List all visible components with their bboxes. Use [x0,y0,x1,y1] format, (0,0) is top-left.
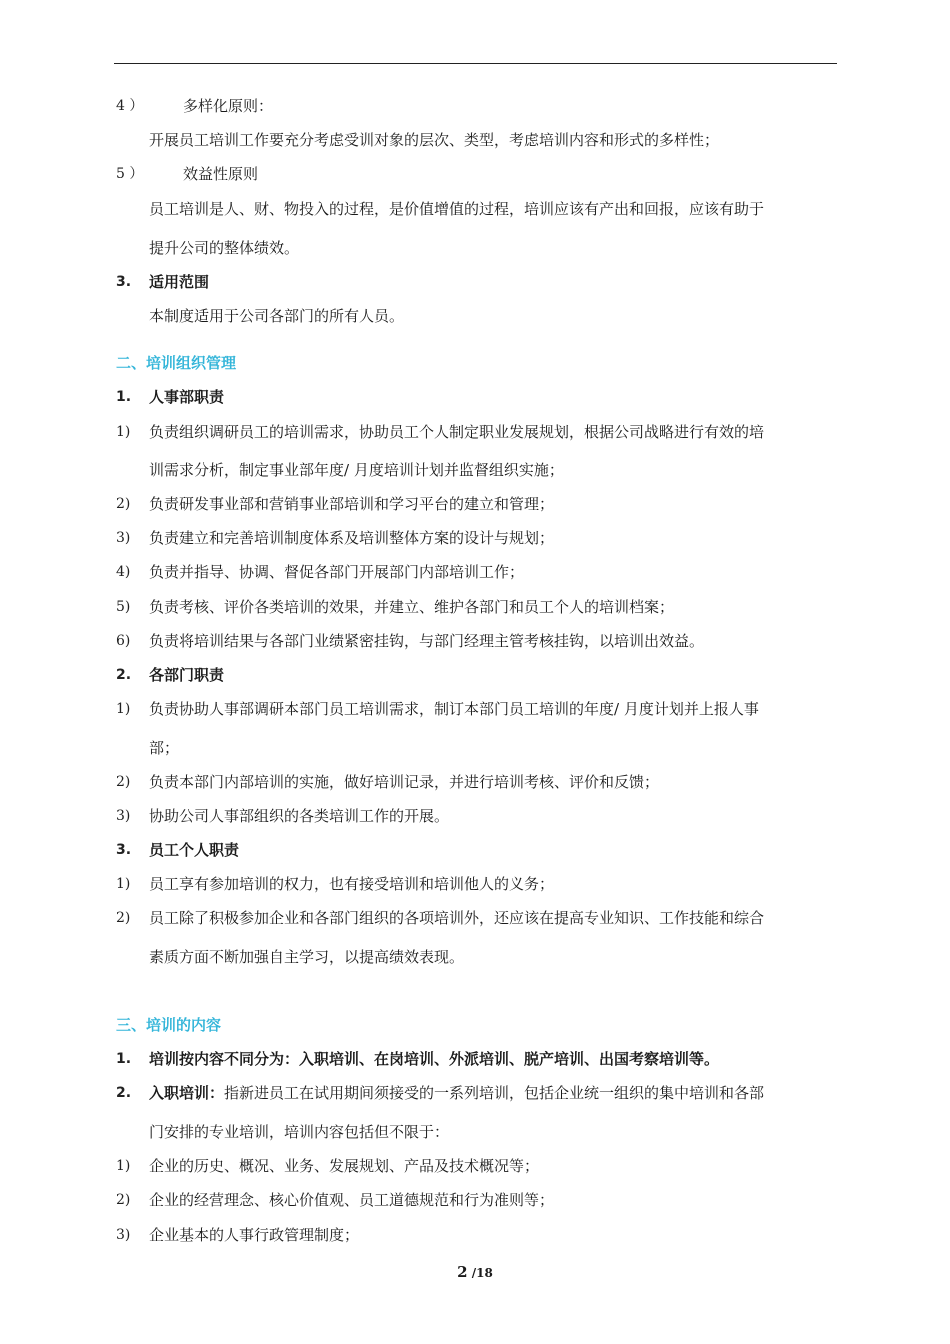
list-number: 4 ） [116,98,144,114]
content-text: 指新进员工在试用期间须接受的一系列培训，包括企业统一组织的集中培训和各部 [224,1084,765,1102]
section-heading: 三、培训的内容 [116,1016,222,1034]
current-page: 2 [457,1263,468,1281]
total-pages: /18 [467,1266,493,1280]
list-number: 3) [116,808,131,824]
list-number: 4) [116,564,131,580]
list-number: 1) [116,876,131,892]
heading-number: 1. [116,389,132,405]
list-number: 3) [116,1227,131,1243]
list-number: 2) [116,910,131,926]
list-item: 员工享有参加培训的权力，也有接受培训和培训他人的义务； [149,875,555,893]
header-rule [114,63,837,64]
list-item: 协助公司人事部组织的各类培训工作的开展。 [149,807,450,825]
principle-title: 效益性原则 [183,165,259,183]
list-item: 负责并指导、协调、督促各部门开展部门内部培训工作； [149,563,525,581]
heading-number: 3. [116,842,132,858]
list-item: 负责本部门内部培训的实施，做好培训记录，并进行培训考核、评价和反馈； [149,773,660,791]
list-number: 6) [116,633,131,649]
list-item-continuation: 训需求分析，制定事业部年度/ 月度培训计划并监督组织实施； [149,461,564,479]
list-item: 员工除了积极参加企业和各部门组织的各项培训外，还应该在提高专业知识、工作技能和综合 [149,909,765,927]
principle-title: 多样化原则： [183,97,274,115]
list-item: 企业的历史、概况、业务、发展规划、产品及技术概况等； [149,1157,540,1175]
scope-heading: 适用范围 [149,273,210,291]
content-heading: 培训按内容不同分为：入职培训、在岗培训、外派培训、脱产培训、出国考察培训等。 [149,1050,720,1068]
list-number: 1) [116,424,131,440]
subsection-heading: 员工个人职责 [149,841,240,859]
section-heading: 二、培训组织管理 [116,354,237,372]
principle-description: 员工培训是人、财、物投入的过程，是价值增值的过程，培训应该有产出和回报，应该有助于 [149,200,765,218]
list-item: 企业基本的人事行政管理制度； [149,1226,360,1244]
subsection-heading: 人事部职责 [149,388,225,406]
list-item: 负责考核、评价各类培训的效果，并建立、维护各部门和员工个人的培训档案； [149,598,675,616]
list-item: 企业的经营理念、核心价值观、员工道德规范和行为准则等； [149,1191,555,1209]
content-label: 入职培训： [149,1084,225,1102]
page-number [0,1263,950,1281]
list-item: 负责建立和完善培训制度体系及培训整体方案的设计与规划； [149,529,555,547]
list-item-continuation: 部； [149,739,180,757]
list-number: 2) [116,1192,131,1208]
heading-number: 2. [116,1085,132,1101]
subsection-heading: 各部门职责 [149,666,225,684]
list-number: 5 ） [116,166,144,182]
principle-description: 提升公司的整体绩效。 [149,239,300,257]
content-paragraph [149,1083,764,1103]
list-item: 负责研发事业部和营销事业部培训和学习平台的建立和管理； [149,495,555,513]
list-number: 5) [116,599,131,615]
list-number: 1) [116,1158,131,1174]
list-number: 1) [116,701,131,717]
list-number: 2) [116,496,131,512]
list-item: 负责组织调研员工的培训需求，协助员工个人制定职业发展规划，根据公司战略进行有效的培 [149,423,765,441]
list-item: 负责协助人事部调研本部门员工培训需求，制订本部门员工培训的年度/ 月度计划并上报人事 [149,700,759,718]
heading-number: 1. [116,1051,132,1067]
heading-number: 3. [116,274,132,290]
list-item-continuation: 素质方面不断加强自主学习，以提高绩效表现。 [149,948,465,966]
principle-description: 开展员工培训工作要充分考虑受训对象的层次、类型，考虑培训内容和形式的多样性； [149,131,720,149]
list-number: 3) [116,530,131,546]
list-number: 2) [116,774,131,790]
heading-number: 2. [116,667,132,683]
list-item: 负责将培训结果与各部门业绩紧密挂钩，与部门经理主管考核挂钩，以培训出效益。 [149,632,705,650]
scope-description: 本制度适用于公司各部门的所有人员。 [149,307,405,325]
content-paragraph-continuation: 门安排的专业培训，培训内容包括但不限于： [149,1123,450,1141]
